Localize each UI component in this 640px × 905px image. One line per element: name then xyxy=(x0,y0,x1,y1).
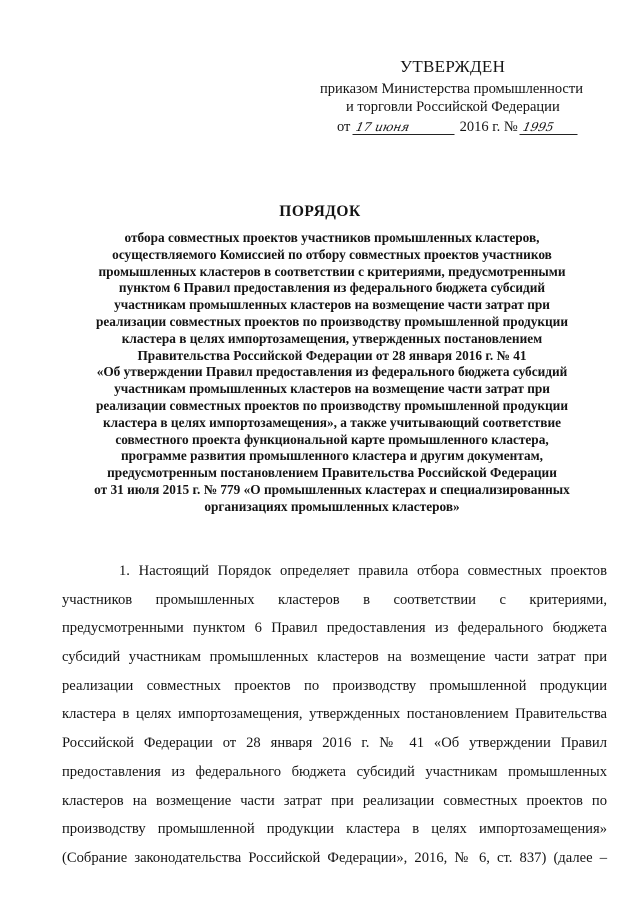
subtitle-line: «Об утверждении Правил предоставления из федерального бюджета субсидий xyxy=(96,364,568,380)
body-line: кластеров на возмещение части затрат при реализации совместных проектов по xyxy=(62,792,607,809)
subtitle-line: кластера в целях импортозамещения, утвержденных постановлением xyxy=(121,330,543,346)
subtitle-line: программе развития промышленного кластера и другим документам, xyxy=(121,448,543,464)
body-line: субсидий участникам промышленных кластеров на возмещение части затрат при xyxy=(62,649,607,666)
subtitle-line: промышленных кластеров в соответствии с критериями, предусмотренными xyxy=(98,263,566,279)
subtitle-line: Правительства Российской Федерации от 28 января 2016 г. № 41 xyxy=(137,347,527,363)
body-line: Российской Федерации от 28 января 2016 г. № 41 «Об утверждении Правил xyxy=(62,735,607,752)
document-title: ПОРЯДОК xyxy=(279,203,361,220)
subtitle-line: кластера в целях импортозамещения», а также учитывающий соответствие xyxy=(102,414,562,430)
subtitle-line: предусмотренным постановлением Правительства Российской Федерации xyxy=(107,465,557,481)
approval-order-line-2: и торговли Российской Федерации xyxy=(346,99,560,115)
approval-order-line-1: приказом Министерства промышленности xyxy=(320,81,583,97)
subtitle-line: участникам промышленных кластеров на возмещение части затрат при xyxy=(114,381,550,397)
approval-stamp-title: УТВЕРЖДЕН xyxy=(400,57,506,76)
body-line: (Собрание законодательства Российской Федерации», 2016, № 6, ст. 837) (далее – xyxy=(62,849,607,866)
body-line: 1. Настоящий Порядок определяет правила отбора совместных проектов xyxy=(119,563,607,579)
subtitle-line: реализации совместных проектов по производству промышленной продукции xyxy=(95,313,568,329)
body-line: кластера в целях импортозамещения, утвержденных постановлением Правительства xyxy=(62,706,607,723)
approval-ot-label: от xyxy=(337,119,351,135)
subtitle-line: пунктом 6 Правил предоставления из федерального бюджета субсидий xyxy=(118,280,546,296)
body-line: производству промышленной продукции кластера в целях импортозамещения» xyxy=(62,821,607,838)
body-line: реализации совместных проектов по производству промышленной продукции xyxy=(62,677,607,694)
subtitle-line: организациях промышленных кластеров» xyxy=(204,498,460,514)
document-subtitle xyxy=(62,230,602,516)
subtitle-line: реализации совместных проектов по производству промышленной продукции xyxy=(95,397,568,413)
subtitle-line: совместного проекта функциональной карте промышленного кластера, xyxy=(115,431,549,447)
subtitle-line: от 31 июля 2015 г. № 779 «О промышленных кластерах и специализированных xyxy=(94,481,570,497)
subtitle-line: осуществляемого Комиссией по отбору совместных проектов участников xyxy=(112,246,552,262)
handwritten-number: 1995 xyxy=(520,120,581,135)
subtitle-line: участникам промышленных кластеров на возмещение части затрат при xyxy=(114,297,550,313)
body-line: участников промышленных кластеров в соответствии с критериями, xyxy=(62,591,607,608)
document-body xyxy=(62,557,607,873)
body-line: предоставления из федерального бюджета субсидий участникам промышленных xyxy=(62,763,607,780)
approval-date-line xyxy=(337,119,579,136)
body-line: предусмотренными пунктом 6 Правил предоставления из федерального бюджета xyxy=(62,620,607,637)
subtitle-line: отбора совместных проектов участников промышленных кластеров, xyxy=(124,230,540,245)
handwritten-date: 17 июня xyxy=(352,120,457,135)
approval-year-label: 2016 г. № xyxy=(459,119,518,135)
